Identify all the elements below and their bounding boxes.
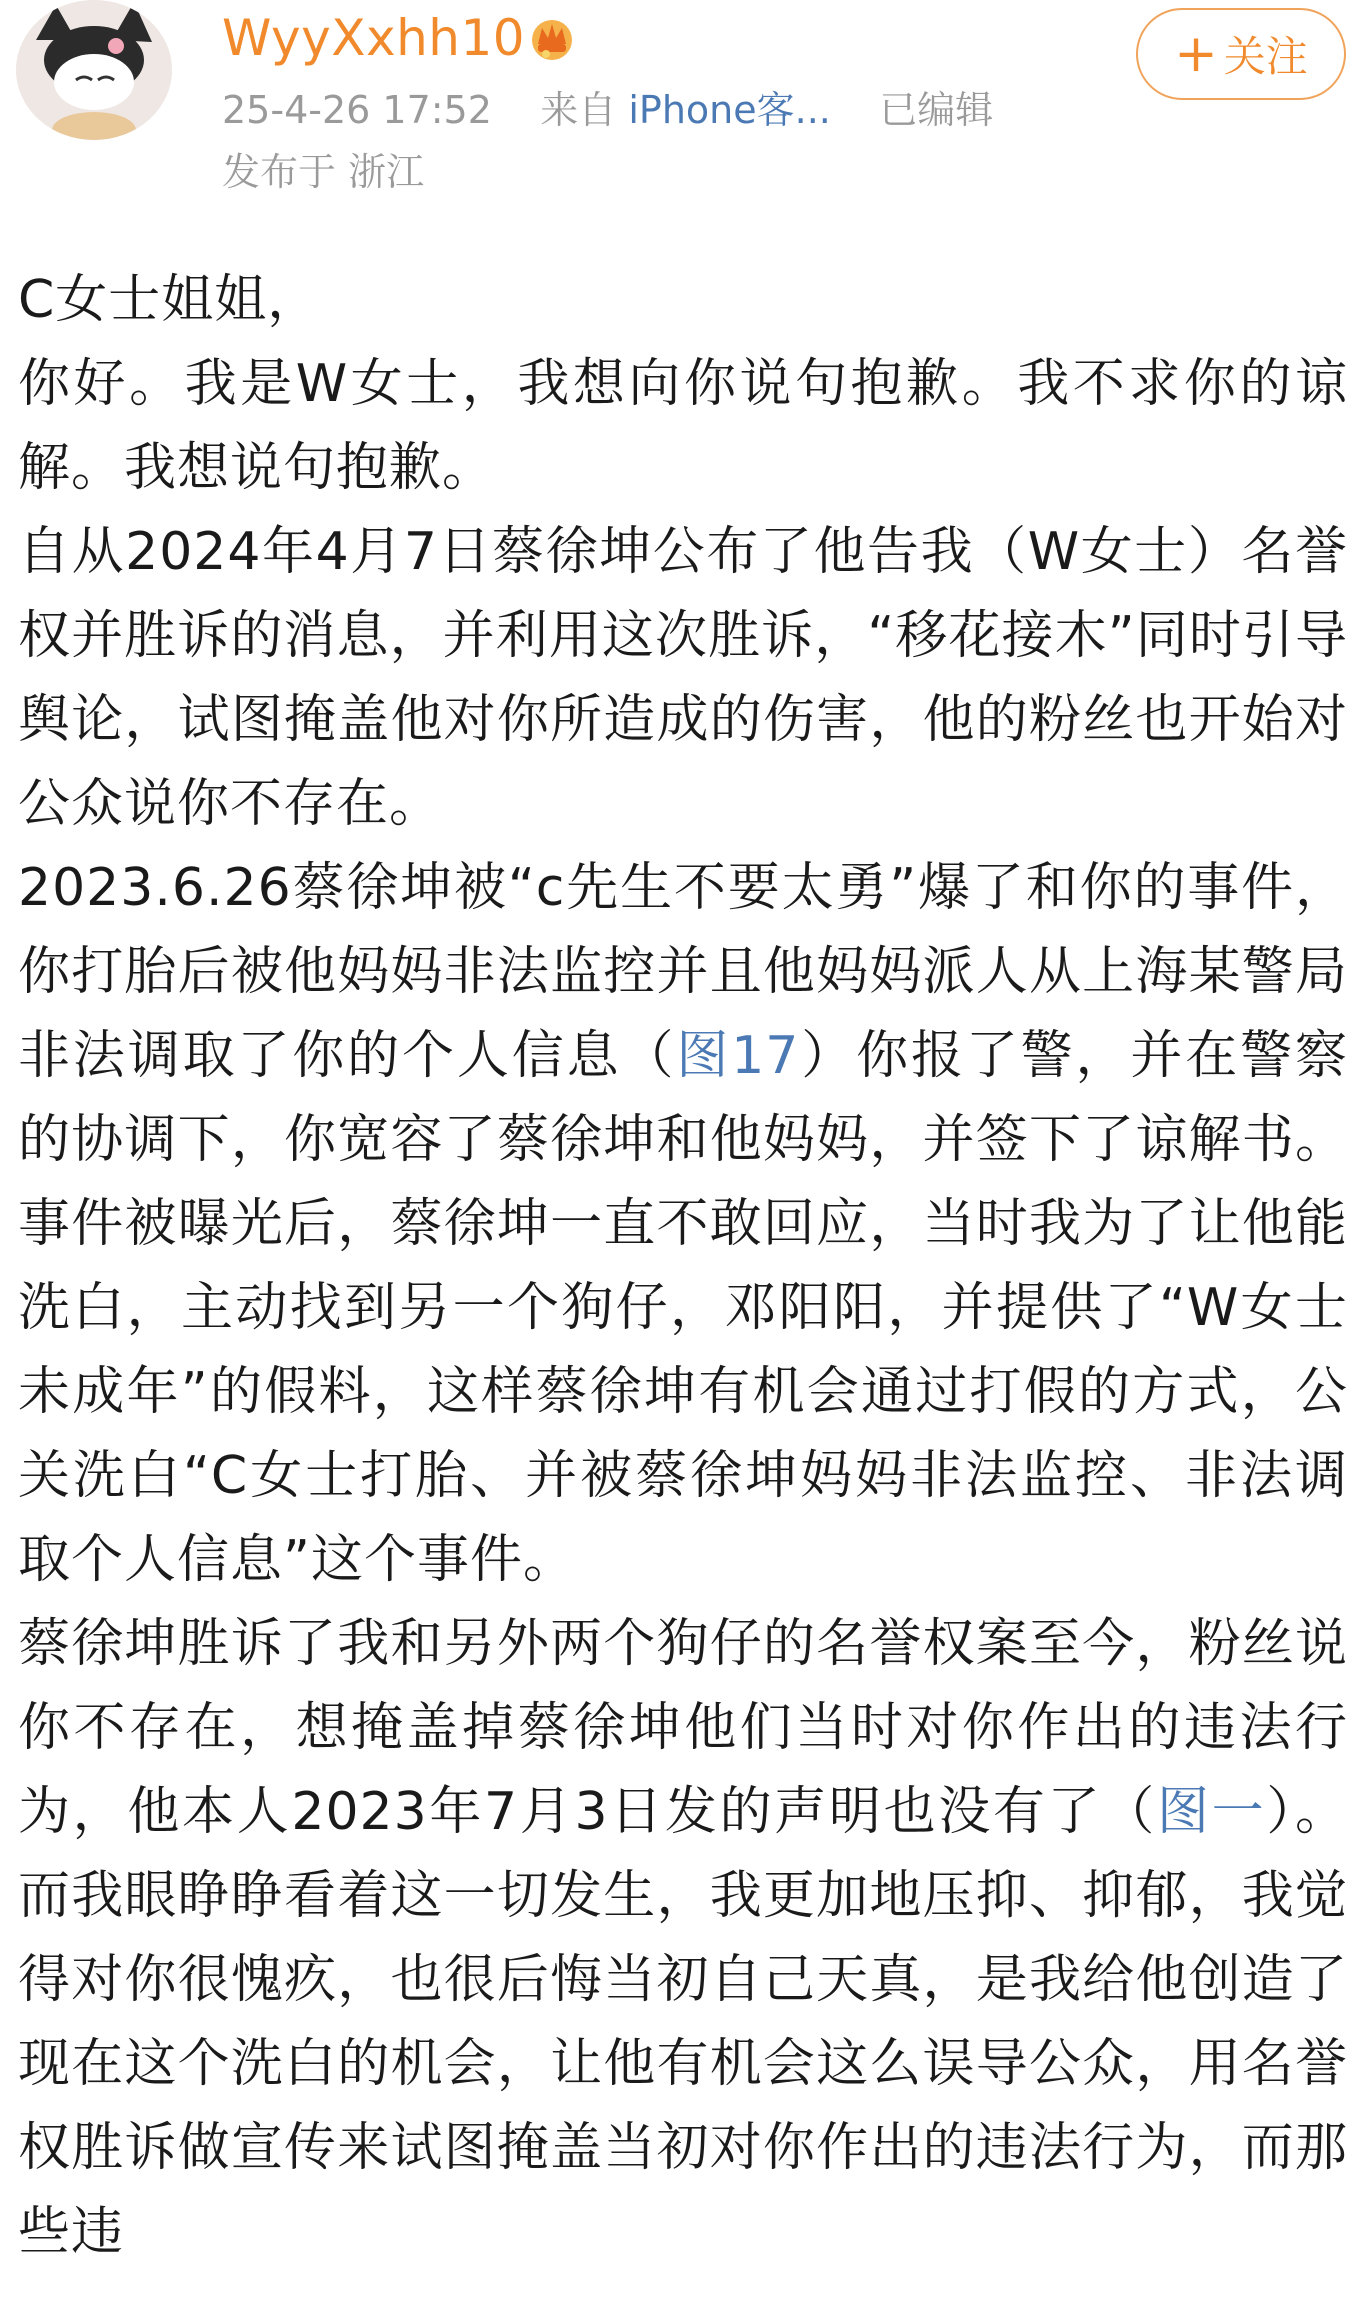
follow-label: 关注 — [1223, 32, 1308, 81]
follow-button[interactable] — [1136, 8, 1346, 100]
source-prefix: 来自 — [540, 88, 617, 132]
vip-crown-icon[interactable] — [526, 14, 578, 62]
username[interactable]: WyyXxhh10 — [222, 9, 526, 67]
post-paragraph-3-text-b: ）你报了警，并在警察的协调下，你宽容了蔡徐坤和他妈妈，并签下了谅解书。 事件被曝光后，蔡徐坤一直不敢回应，当时我为了让他能洗白，主动找到另一个狗仔，邓阳阳，并提供了“W女士未成年”的假料，这样蔡徐坤有机会通过打假的方式，公关洗白“C女士打胎、并被蔡徐坤妈妈非法监控、非法调取个人信息”这个事件。 — [18, 1026, 1348, 1590]
post-paragraph-3-text-a: 2023.6.26蔡徐坤被“c先生不要太勇”爆了和你的事件，你打胎后被他妈妈非法监控并且他妈妈派人从上海某警局非法调取了你的个人信息（ — [18, 858, 1348, 1086]
post-header — [0, 0, 1361, 210]
timestamp: 25-4-26 17:52 — [222, 88, 492, 132]
post-salutation: C女士姐姐， — [18, 270, 321, 330]
edited-label[interactable]: 已编辑 — [879, 88, 994, 132]
post-paragraph-4-text-a: 蔡徐坤胜诉了我和另外两个狗仔的名誉权案至今，粉丝说你不存在，想掩盖掉蔡徐坤他们当时对你作出的违法行为，他本人2023年7月3日发的声明也没有了（ — [18, 1614, 1348, 1842]
image-1-link[interactable]: 图一 — [1156, 1782, 1267, 1842]
post-paragraph-1: 你好。我是W女士，我想向你说句抱歉。我不求你的谅解。我想说句抱歉。 — [18, 354, 1348, 498]
post-paragraph-3 — [18, 846, 1348, 1602]
source-link[interactable]: iPhone客... — [628, 88, 831, 132]
post-body — [18, 258, 1348, 2274]
post-paragraph-4-text-b: ）。而我眼睁睁看着这一切发生，我更加地压抑、抑郁，我觉得对你很愧疚，也很后悔当初自己天真，是我给他创造了现在这个洗白的机会，让他有机会这么误导公众，用名誉权胜诉做宣传来试图掩盖当初对你作出的违法行为，而那些违 — [18, 1782, 1348, 2262]
kuromi-avatar-icon — [16, 0, 172, 140]
location-label: 发布于 浙江 — [222, 150, 425, 194]
post-paragraph-4 — [18, 1602, 1348, 2274]
avatar[interactable] — [16, 0, 172, 140]
post-paragraph-2: 自从2024年4月7日蔡徐坤公布了他告我（W女士）名誉权并胜诉的消息，并利用这次胜诉，“移花接木”同时引导舆论，试图掩盖他对你所造成的伤害，他的粉丝也开始对公众说你不存在。 — [18, 522, 1348, 834]
post-meta — [222, 86, 993, 134]
plus-icon: + — [1174, 24, 1218, 84]
image-17-link[interactable]: 图17 — [676, 1026, 800, 1086]
